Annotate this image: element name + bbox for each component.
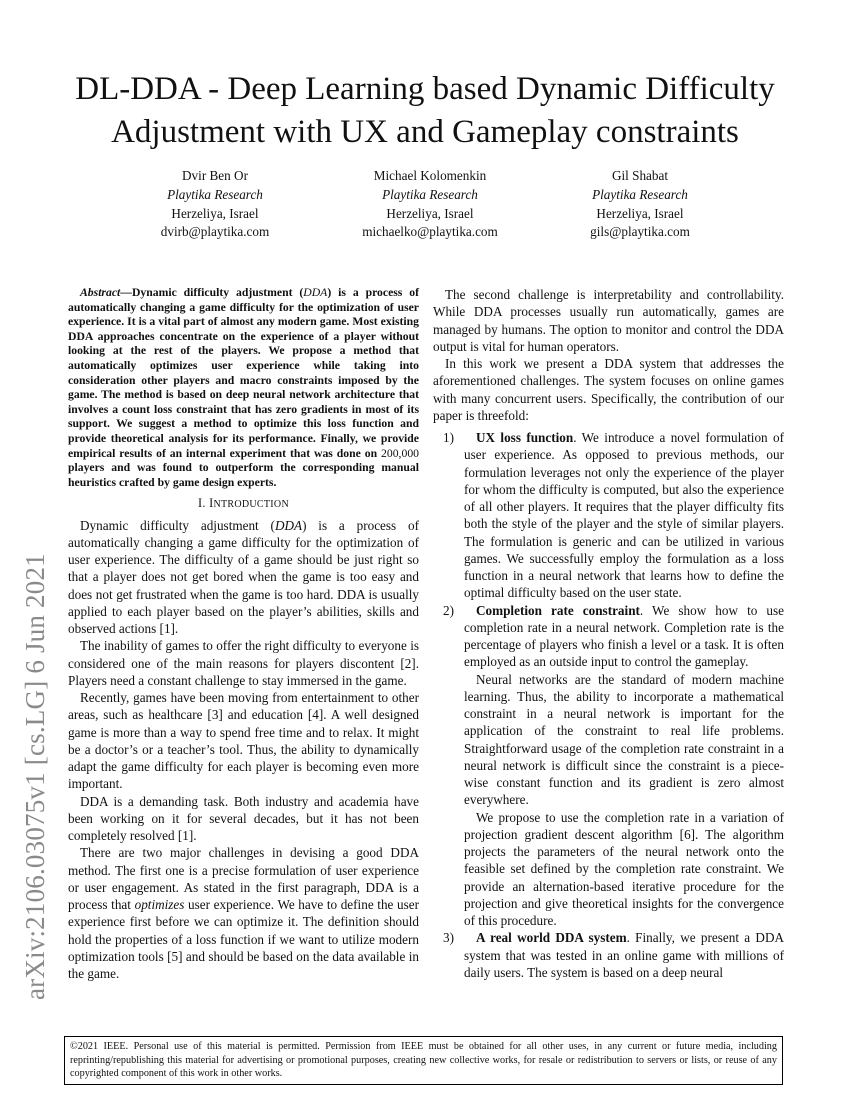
arxiv-stamp: arXiv:2106.03075v1 [cs.LG] 6 Jun 2021 [20,553,50,1000]
author-email[interactable]: gils@playtika.com [590,224,690,240]
contribution-title: A real world DDA system [476,930,627,946]
right-paragraph-1: The second challenge is interpretability and controllability. While DDA processes usually run automatically, games are managed by humans. The option to monitor and control the DDA output is vital for human operators. [433,287,784,354]
intro-p1-dda-math: DDA [274,517,303,533]
left-column [68,286,419,982]
abstract-players: 200,000 [381,446,419,460]
abstract-text-2: players and was found to outperform the corresponding manual heuristics crafted by game design experts. [68,461,419,489]
author-email[interactable]: dvirb@playtika.com [160,224,270,240]
title-line-2: Adjustment with UX and Gameplay constraints [111,114,739,150]
author-affiliation: Playtika Research [592,186,688,202]
intro-p5-emphasis: optimizes [134,897,185,913]
abstract-lead: —Dynamic difficulty adjustment ( [120,286,304,299]
abstract [68,286,419,490]
section-rest: NTRODUCTION [213,499,289,511]
author-1 [95,167,335,242]
intro-paragraph-4: DDA is a demanding task. Both industry and academia have been working on it for several decades, but it has not been completely resolved [1]. [68,793,419,844]
author-location: Herzeliya, Israel [596,205,684,221]
right-paragraph-2: In this work we present a DDA system that addresses the aforementioned challenges. The system focuses on online games with many concurrent users. Specifically, the contribution of our paper is threefold: [433,356,784,423]
author-name: Gil Shabat [611,168,669,183]
intro-paragraph-5 [68,844,419,982]
intro-p5-start: There are two major challenges in devising a good DDA method. The first one is a precise formulation of user experience or user engagement. As stated in the first paragraph, DDA is a process that [68,845,419,913]
abstract-dda-math: DDA [303,286,328,299]
intro-paragraph-1 [68,517,419,638]
author-name: Dvir Ben Or [182,168,248,183]
contribution-text: . Finally, we present a DDA system that was tested in an online game with millions of daily users. The system is based on a deep neural [464,930,784,980]
author-email[interactable]: michaelko@playtika.com [362,224,498,240]
contribution-title: Completion rate constraint [476,602,640,618]
list-number: 2) [443,602,454,618]
author-affiliation: Playtika Research [167,186,263,202]
intro-paragraph-3: Recently, games have been moving from entertainment to other areas, such as healthcare [3] and education [4]. A well designed game is more than a way to spend free time and to relax. It might be a doctor’s or a teacher’s tool. Thus, the ability to dynamically adapt the game difficulty for each player is becoming even more important. [68,690,419,792]
contribution-text-extra-1: Neural networks are the standard of modern machine learning. Thus, the ability to incorporate a mathematical constraint in a neural network is important for the application of the constraint to real life problems. Straightforward usage of the completion rate constraint in a neural network is difficult since the constraint is a piece-wise constant function and its gradient is zero almost everywhere. [464,671,784,808]
author-name: Michael Kolomenkin [373,168,487,183]
list-item [433,929,784,981]
intro-p1-end: ) is a process of automatically changing a game difficulty for the optimization of user experience. The difficulty of a game should be just right so that a player does not get bored when the game is too easy and does not get frustrated when the game is too hard. DDA is usually applied to each player based on the player’s abilities, skills and observed actions [1]. [68,517,419,637]
intro-p1-start: Dynamic difficulty adjustment ( [80,517,275,533]
paper-title [40,68,810,154]
contribution-list [433,429,784,981]
list-number: 1) [443,430,454,445]
section-numeral: I. [198,496,206,511]
contribution-text: . We show how to use completion rate in a neural network. Completion rate is the percentage of players who finish a level or a task. It is often employed as an outside input to control the gameplay. [464,602,784,670]
intro-paragraph-2: The inability of games to offer the right difficulty to everyone is considered one of the main reasons for players discontent [2]. Players need a constant challenge to stay immersed in the game. [68,638,419,688]
right-column [433,286,784,981]
author-2 [310,167,550,242]
author-location: Herzeliya, Israel [171,205,259,221]
copyright-notice: ©2021 IEEE. Personal use of this material is permitted. Permission from IEEE must be obtained for all other uses, in any current or future media, including reprinting/republishing this material for advertising or promotional purposes, creating new collective works, for resale or redistribution to servers or lists, or reuse of any copyrighted component of this work in other works. [64,1036,783,1085]
abstract-text-1: ) is a process of automatically changing a game difficulty for the optimization of user experience. It is a vital part of almost any modern game. Most existing DDA approaches concentrate on the experience of a player without looking at the rest of the players. We propose a method that automatically optimizes user experience while taking into consideration other players and macro constraints imposed by the game. The method is based on deep neural network architecture that involves a count loss constraint that has zero gradients in most of its support. We suggest a method to optimize this loss function and provide theoretical analysis for its performance. Finally, we provide empirical results of an internal experiment that was done on [68,286,419,460]
list-item [433,429,784,602]
section-heading-introduction [68,495,419,513]
list-item [433,602,784,930]
author-3 [520,167,760,242]
author-affiliation: Playtika Research [382,186,478,202]
contribution-text: . We introduce a novel formulation of user experience. As opposed to previous methods, our formulation leverages not only the experience of the player for whom the difficulty is computed, but also the experience of all other players. It requires that the player difficulty fits both the style of the player and the style of similar players. The formulation is generic and can be utilized in various games. We successfully employ the formulation as a loss function in a neural network that learns how to define the optimal difficulty based on the user state. [464,430,784,601]
intro-p5-end: user experience. We have to define the user experience first before we can optimize it. The definition should hold the properties of a loss function if we want to utilize modern optimization tools [5] and should be based on the data available in the game. [68,897,420,982]
title-line-1: DL-DDA - Deep Learning based Dynamic Difficulty [75,71,775,107]
author-location: Herzeliya, Israel [386,205,474,221]
list-number: 3) [443,930,454,946]
section-first-letter: I [209,496,214,511]
abstract-label: Abstract [80,286,121,299]
contribution-text-extra-2: We propose to use the completion rate in a variation of projection gradient descent algorithm [6]. The algorithm projects the parameters of the neural network onto the feasible set defined by the completion rate constraint. We provide an alternation-based iterative procedure for the projection and give theoretical insights for the convergence of this procedure. [464,809,784,928]
contribution-title: UX loss function [476,430,574,445]
